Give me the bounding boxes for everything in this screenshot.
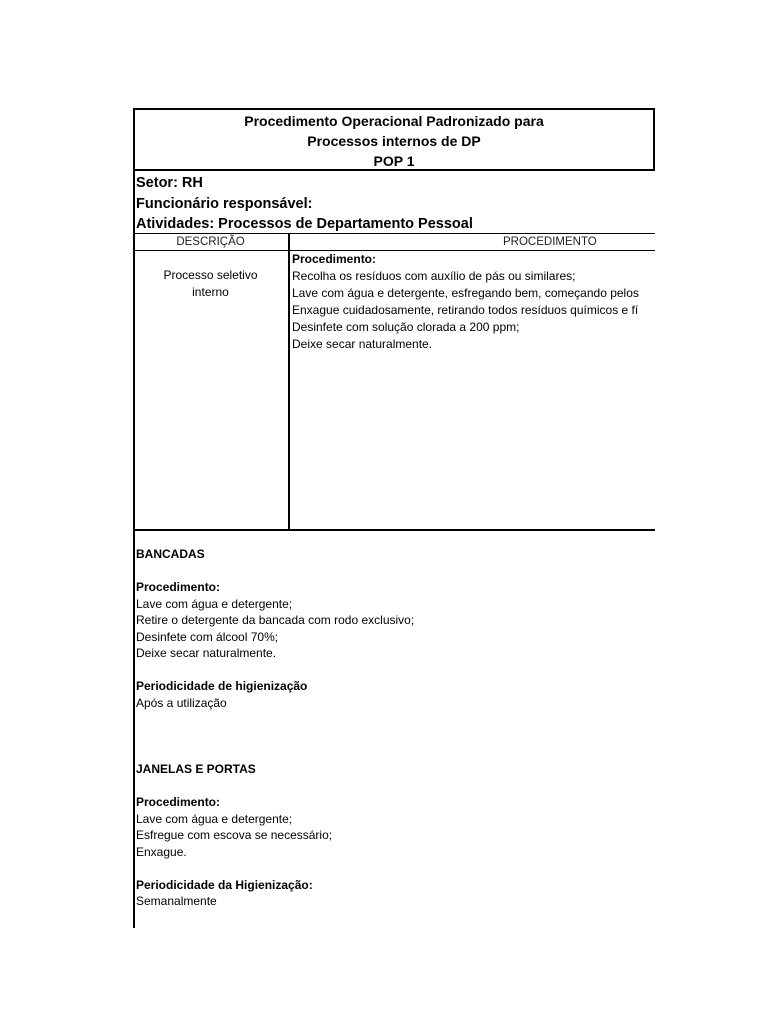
table-header-row: [133, 234, 655, 251]
descricao-line: Processo seletivo: [163, 268, 258, 282]
title-line-2: Processos internos de DP: [307, 133, 481, 149]
procedure-step: Lave com água e detergente;: [136, 811, 293, 826]
periodicity-value: Semanalmente: [136, 894, 217, 908]
procedimento-line: Lave com água e detergente, esfregando bem, começando pelos: [292, 286, 639, 300]
procedimento-line: Desinfete com solução clorada a 200 ppm;: [292, 320, 520, 334]
title-line-3: POP 1: [373, 153, 415, 169]
title-box: [133, 108, 655, 171]
periodicity-heading: Periodicidade da Higienização:: [136, 877, 313, 892]
descricao-line: interno: [192, 285, 229, 299]
procedimento-heading: Procedimento:: [292, 252, 377, 266]
column-divider: [288, 234, 290, 530]
header-descricao: DESCRIÇÃO: [176, 236, 245, 248]
procedure-step: Esfregue com escova se necessário;: [136, 828, 333, 842]
document-header-fields: [136, 173, 676, 235]
section-title: JANELAS E PORTAS: [136, 762, 256, 776]
procedure-step: Desinfete com álcool 70%;: [136, 629, 279, 644]
procedure-table: [133, 233, 655, 531]
procedure-step: Lave com água e detergente;: [136, 596, 293, 611]
section-title: BANCADAS: [136, 547, 205, 561]
procedimento-line: Enxague cuidadosamente, retirando todos resíduos químicos e fí: [292, 303, 639, 317]
procedure-heading: Procedimento:: [136, 580, 221, 594]
procedure-heading: Procedimento:: [136, 795, 221, 809]
procedimento-line: Recolha os resíduos com auxílio de pás ou similares;: [292, 269, 576, 283]
section-janelas-portas: [136, 761, 656, 910]
cell-procedimento: [292, 251, 655, 353]
procedure-step: Retire o detergente da bancada com rodo exclusivo;: [136, 613, 415, 627]
funcionario-line: Funcionário responsável:: [136, 195, 313, 212]
cell-descricao: [133, 267, 288, 301]
procedimento-line: Deixe secar naturalmente.: [292, 337, 433, 351]
procedure-step: Enxague.: [136, 844, 187, 859]
header-procedimento: PROCEDIMENTO: [503, 236, 597, 248]
periodicity-heading: Periodicidade de higienização: [136, 679, 308, 693]
periodicity-value: Após a utilização: [136, 695, 227, 710]
atividades-line: Atividades: Processos de Departamento Pessoal: [136, 216, 473, 232]
procedure-step: Deixe secar naturalmente.: [136, 646, 277, 660]
title-line-1: Procedimento Operacional Padronizado para: [244, 113, 544, 129]
setor-line: Setor: RH: [136, 175, 203, 191]
section-bancadas: [136, 546, 656, 711]
